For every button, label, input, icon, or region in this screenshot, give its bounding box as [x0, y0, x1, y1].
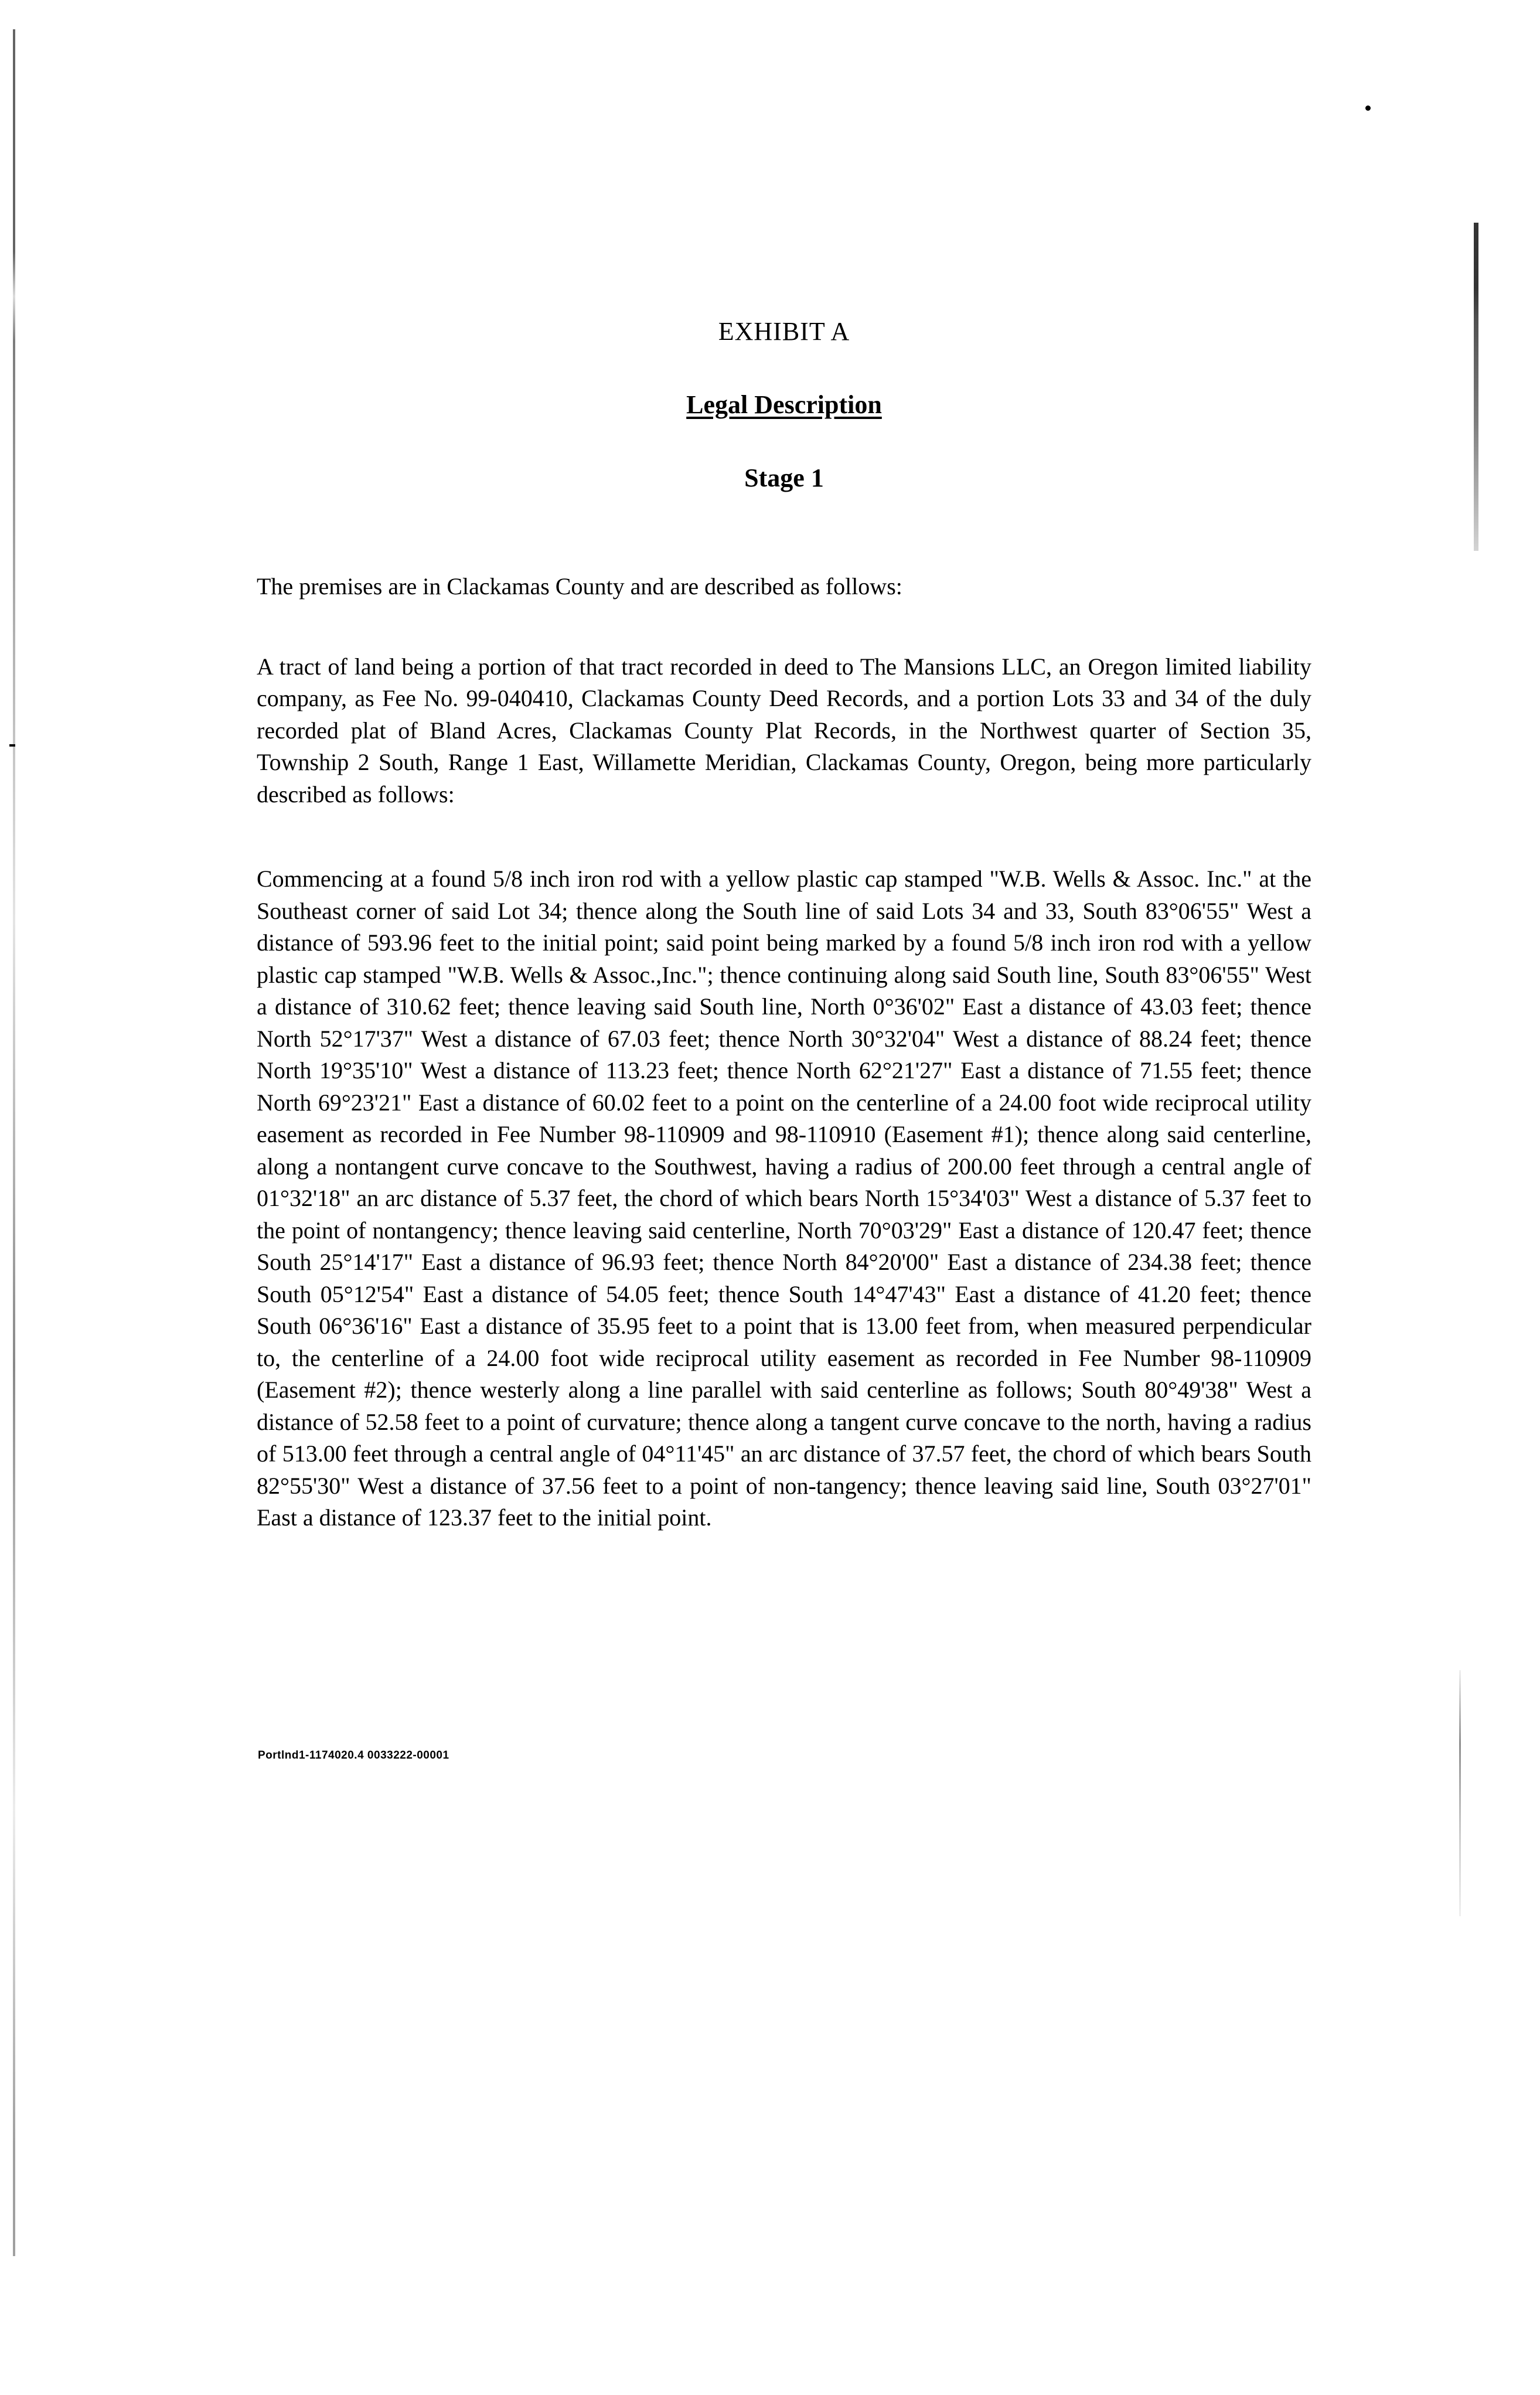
scan-tick-artifact: [9, 744, 15, 747]
footer-document-code: Portlnd1-1174020.4 0033222-00001: [258, 1749, 449, 1762]
intro-paragraph: The premises are in Clackamas County and are described as follows:: [257, 573, 902, 600]
commencing-paragraph: Commencing at a found 5/8 inch iron rod with a yellow plastic cap stamped "W.B. Wells & Assoc. Inc." at the Southeast corner of said Lot 34; thence along the South line of said Lots 34 and 33, South 83°06'55" West a distance of 593.96 feet to the initial point; said point being marked by a found 5/8 inch iron rod with a yellow plastic cap stamped "W.B. Wells & Assoc.,Inc."; thence continuing along said South line, South 83°06'55" West a distance of 310.62 feet; thence leaving said South line, North 0°36'02" East a distance of 43.03 feet; thence North 52°17'37" West a distance of 67.03 feet; thence North 30°32'04" West a distance of 88.24 feet; thence North 19°35'10" West a distance of 113.23 feet; thence North 62°21'27" East a distance of 71.55 feet; thence North 69°23'21" East a distance of 60.02 feet to a point on the centerline of a 24.00 foot wide reciprocal utility easement as recorded in Fee Number 98-110909 and 98-110910 (Easement #1); thence along said centerline, along a nontangent curve concave to the Southwest, having a radius of 200.00 feet through a central angle of 01°32'18" an arc distance of 5.37 feet, the chord of which bears North 15°34'03" West a distance of 5.37 feet to the point of nontangency; thence leaving said centerline, North 70°03'29" East a distance of 120.47 feet; thence South 25°14'17" East a distance of 96.93 feet; thence North 84°20'00" East a distance of 234.38 feet; thence South 05°12'54" East a distance of 54.05 feet; thence South 14°47'43" East a distance of 41.20 feet; thence South 06°36'16" East a distance of 35.95 feet to a point that is 13.00 feet from, when measured perpendicular to, the centerline of a 24.00 foot wide reciprocal utility easement as recorded in Fee Number 98-110909 (Easement #2); thence westerly along a line parallel with said centerline as follows; South 80°49'38" West a distance of 52.58 feet to a point of curvature; thence along a tangent curve concave to the north, having a radius of 513.00 feet through a central angle of 04°11'45" an arc distance of 37.57 feet, the chord of which bears South 82°55'30" West a distance of 37.56 feet to a point of non-tangency; thence leaving said line, South 03°27'01" East a distance of 123.37 feet to the initial point.: [257, 866, 1311, 1531]
scan-edge-artifact: [1459, 1670, 1461, 1916]
scan-edge-artifact: [13, 29, 15, 2256]
scan-edge-artifact: [1474, 223, 1478, 551]
document-body: [257, 316, 1311, 1534]
tract-paragraph: A tract of land being a portion of that tract recorded in deed to The Mansions LLC, an Oregon limited liability company, as Fee No. 99-040410, Clackamas County Deed Records, and a portion Lots 33 and 34 of the duly recorded plat of Bland Acres, Clackamas County Plat Records, in the Northwest quarter of Section 35, Township 2 South, Range 1 East, Willamette Meridian, Clackamas County, Oregon, being more particularly described as follows:: [257, 653, 1311, 808]
section-title: Legal Description: [686, 390, 882, 419]
exhibit-title: EXHIBIT A: [718, 317, 850, 346]
stage-title: Stage 1: [744, 463, 824, 492]
scan-dot-artifact: [1365, 105, 1371, 111]
